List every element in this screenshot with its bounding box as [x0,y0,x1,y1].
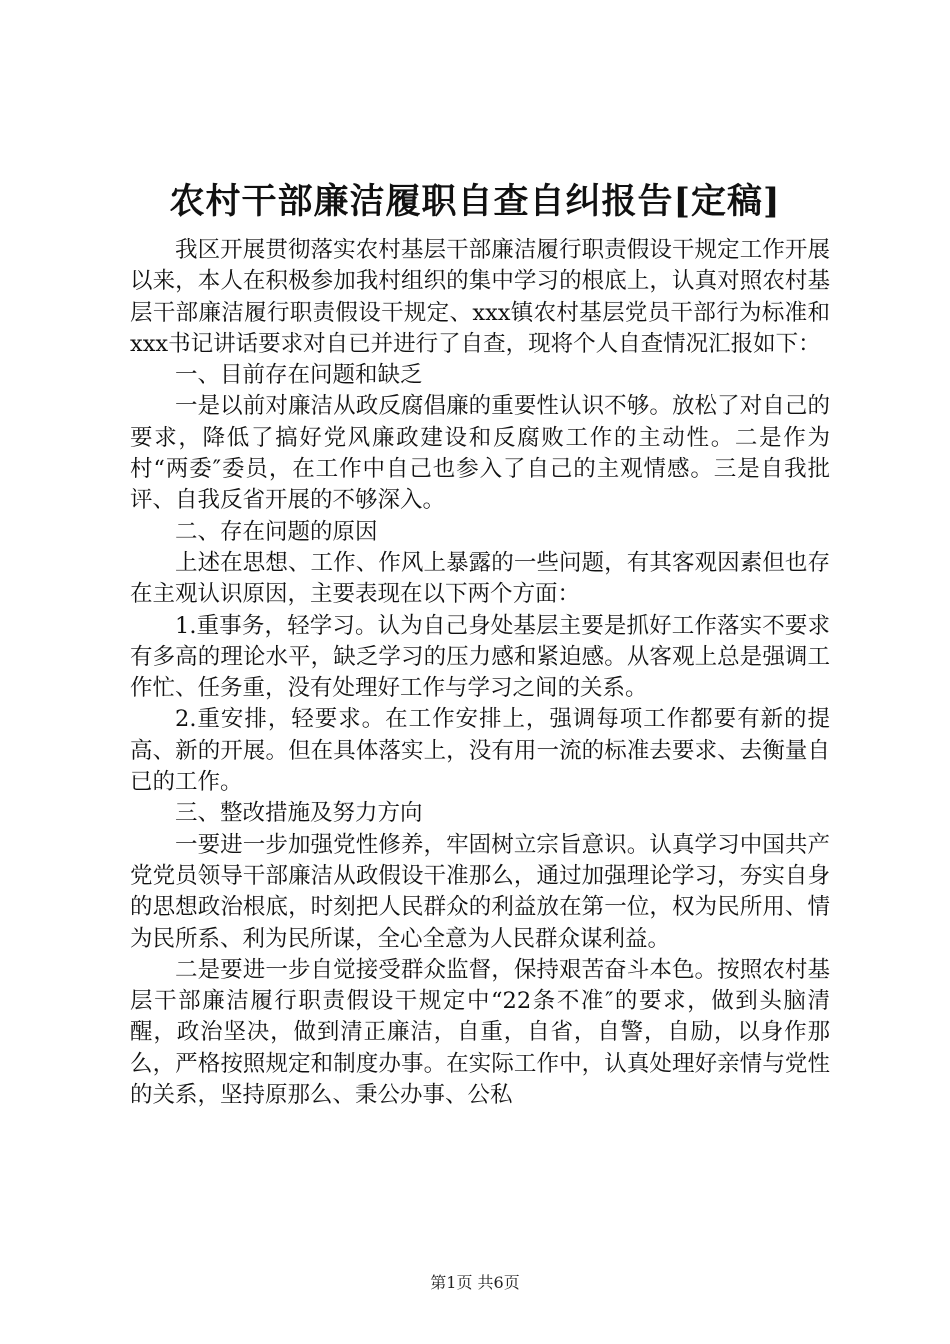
document-body [130,235,830,1111]
section-paragraph: 上述在思想、工作、作风上暴露的一些问题，有其客观因素但也存在主观认识原因，主要表现在以下两个方面： [130,549,830,608]
intro-paragraph: 我区开展贯彻落实农村基层干部廉洁履行职责假设干规定工作开展以来，本人在积极参加我村组织的集中学习的根底上，认真对照农村基层干部廉洁履行职责假设干规定、xxx镇农村基层党员干部行为标准和xxx书记讲话要求对自已并进行了自查，现将个人自查情况汇报如下： [130,237,830,357]
section-paragraph: 一是以前对廉洁从政反腐倡廉的重要性认识不够。放松了对自己的要求，降低了搞好党风廉政建设和反腐败工作的主动性。二是作为村“两委″委员，在工作中自己也参入了自己的主观情感。三是自我批评、自我反省开展的不够深入。 [130,393,830,514]
section-heading-3: 三、整改措施及努力方向 [175,800,423,827]
section-paragraph: 一要进一步加强党性修养，牢固树立宗旨意识。认真学习中国共产党党员领导干部廉洁从政假设干准那么，通过加强理论学习，夯实自身的思想政治根底，时刻把人民群众的利益放在第一位，权为民所用、情为民所系、利为民所谋，全心全意为人民群众谋利益。 [130,831,830,952]
list-item-1: 1.重事务，轻学习。认为自己身处基层主要是抓好工作落实不要求有多高的理论水平，缺乏学习的压力感和紧迫感。从客观上总是强调工作忙、任务重，没有处理好工作与学习之间的关系。 [130,612,830,702]
section-paragraph: 二是要进一步自觉接受群众监督，保持艰苦奋斗本色。按照农村基层干部廉洁履行职责假设干规定中“22条不准″的要求，做到头脑清醒，政治坚决，做到清正廉洁，自重，自省，自警，自励，以身作那么，严格按照规定和制度办事。在实际工作中，认真处理好亲情与党性的关系，坚持原那么、秉公办事、公私 [130,956,830,1109]
page-number-footer: 第1页 共6页 [430,1273,520,1292]
section-heading-1: 一、目前存在问题和缺乏 [175,362,423,389]
list-item-2: 2.重安排，轻要求。在工作安排上，强调每项工作都要有新的提高、新的开展。但在具体落实上，没有用一流的标准去要求、去衡量自已的工作。 [130,706,830,796]
document-title: 农村干部廉洁履职自查自纠报告[定稿] [169,181,781,222]
section-heading-2: 二、存在问题的原因 [175,518,378,545]
